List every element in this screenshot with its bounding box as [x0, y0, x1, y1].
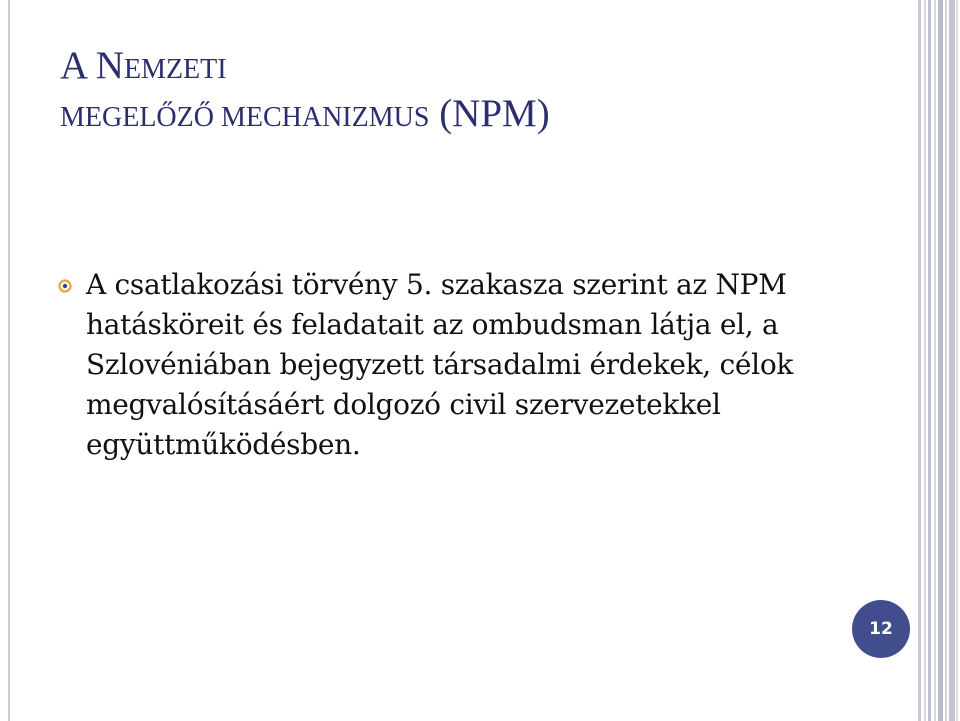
bullet-ring-icon: [58, 279, 72, 293]
title-smallcaps: EMZETI: [123, 54, 227, 85]
title-smallcaps-2: MEGELŐZŐ MECHANIZMUS: [60, 101, 430, 133]
slide-body: [58, 265, 908, 465]
right-side-decoration: [914, 0, 960, 721]
slide-title-line2: [60, 90, 880, 138]
left-border-line: [8, 0, 10, 721]
title-cap: A N: [60, 44, 124, 87]
slide-title: [60, 42, 880, 137]
page-number-badge: 12: [852, 600, 910, 658]
title-npm: (NPM): [429, 91, 550, 135]
bullet-text: A csatlakozási törvény 5. szakasza szerint az NPM hatásköreit és feladatait az ombudsman látja el, a Szlovéniában bejegyzett társadalmi érdekek, célok megvalósításáért dolgozó civil szervezetekkel együttműködésben.: [86, 268, 794, 461]
slide-title-line1: [60, 42, 880, 90]
bullet-item: [58, 265, 908, 465]
